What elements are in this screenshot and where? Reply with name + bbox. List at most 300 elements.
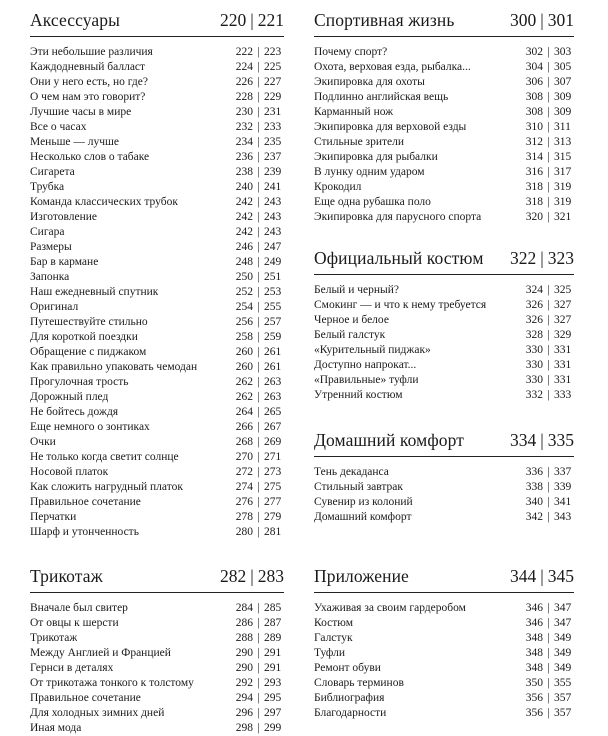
entry-page-right: 269 [264, 436, 282, 448]
entry-pages [523, 105, 574, 120]
entry-pages [523, 135, 574, 150]
entry-page-right: 225 [264, 61, 282, 73]
entry-page-left: 242 [235, 211, 253, 223]
page-separator: | [257, 496, 260, 508]
section-header [314, 428, 574, 457]
entry-page-left: 318 [525, 196, 543, 208]
toc-entry [30, 435, 284, 450]
section-knitwear [30, 564, 284, 736]
entry-page-right: 267 [264, 421, 282, 433]
page-separator: | [257, 662, 260, 674]
entry-title: Галстук [314, 632, 353, 644]
entry-page-left: 302 [525, 46, 543, 58]
page-separator: | [547, 76, 550, 88]
entry-pages [233, 345, 284, 360]
entry-pages [233, 390, 284, 405]
entry-pages [233, 721, 284, 736]
entry-page-left: 242 [235, 226, 253, 238]
entry-pages [523, 631, 574, 646]
entry-page-left: 316 [525, 166, 543, 178]
entry-pages [233, 135, 284, 150]
entry-page-right: 329 [554, 329, 572, 341]
toc-entry [314, 75, 574, 90]
entry-pages [233, 420, 284, 435]
entry-pages [233, 601, 284, 616]
toc-entry [314, 195, 574, 210]
entry-page-left: 320 [525, 211, 543, 223]
entry-pages [233, 706, 284, 721]
entry-page-left: 232 [235, 121, 253, 133]
entry-list [314, 601, 574, 721]
toc-entry [30, 60, 284, 75]
entry-pages [233, 180, 284, 195]
page-separator: | [547, 91, 550, 103]
page-separator: | [257, 61, 260, 73]
section-header [30, 564, 284, 593]
entry-page-right: 331 [554, 374, 572, 386]
entry-page-right: 231 [264, 106, 282, 118]
entry-title: Еще одна рубашка поло [314, 196, 431, 208]
entry-page-right: 339 [554, 481, 572, 493]
entry-title: Иная мода [30, 722, 82, 734]
entry-pages [233, 75, 284, 90]
entry-page-left: 280 [235, 526, 253, 538]
page-separator: | [547, 389, 550, 401]
entry-pages [233, 240, 284, 255]
entry-title: Почему спорт? [314, 46, 388, 58]
page-separator: | [547, 181, 550, 193]
section-pages: 344 | 345 [509, 566, 574, 586]
entry-page-right: 347 [554, 602, 572, 614]
page-separator: | [547, 359, 550, 371]
entry-title: Несколько слов о табаке [30, 151, 150, 163]
entry-pages [523, 90, 574, 105]
entry-pages [233, 195, 284, 210]
entry-page-left: 272 [235, 466, 253, 478]
toc-entry [30, 450, 284, 465]
entry-title: Доступно напрокат... [314, 359, 417, 371]
entry-title: Правильное сочетание [30, 692, 141, 704]
toc-entry [314, 180, 574, 195]
page-separator: | [257, 91, 260, 103]
toc-entry [30, 180, 284, 195]
section-sport-life [314, 8, 574, 225]
page-separator: | [257, 196, 260, 208]
toc-entry [30, 360, 284, 375]
entry-pages [233, 285, 284, 300]
entry-page-left: 266 [235, 421, 253, 433]
toc-entry [30, 661, 284, 676]
toc-entry [314, 45, 574, 60]
entry-pages [523, 195, 574, 210]
page-separator: | [547, 299, 550, 311]
page-separator: | [257, 151, 260, 163]
toc-entry [314, 210, 574, 225]
page-separator: | [257, 331, 260, 343]
entry-title: Как сложить нагрудный платок [30, 481, 183, 493]
section-title: Приложение [314, 566, 409, 586]
page-separator: | [257, 301, 260, 313]
section-header [314, 564, 574, 593]
entry-title: Экипировка для верховой езды [314, 121, 467, 133]
page-separator: | [257, 602, 260, 614]
entry-page-right: 259 [264, 331, 282, 343]
toc-entry [30, 210, 284, 225]
entry-page-right: 349 [554, 647, 572, 659]
entry-page-right: 327 [554, 314, 572, 326]
entry-page-right: 303 [554, 46, 572, 58]
entry-list [30, 601, 284, 736]
entry-page-right: 313 [554, 136, 572, 148]
section-title: Спортивная жизнь [314, 10, 455, 30]
entry-title: Словарь терминов [314, 677, 404, 689]
page-separator: | [257, 166, 260, 178]
entry-page-right: 279 [264, 511, 282, 523]
entry-page-left: 254 [235, 301, 253, 313]
entry-page-left: 260 [235, 361, 253, 373]
toc-entry [314, 120, 574, 135]
entry-title: Охота, верховая езда, рыбалка... [314, 61, 471, 73]
entry-page-left: 346 [525, 602, 543, 614]
toc-entry [30, 225, 284, 240]
entry-pages [523, 465, 574, 480]
entry-pages [233, 495, 284, 510]
page-separator: | [547, 662, 550, 674]
entry-title: Носовой платок [30, 466, 109, 478]
entry-page-right: 319 [554, 181, 572, 193]
entry-page-right: 261 [264, 346, 282, 358]
entry-page-left: 338 [525, 481, 543, 493]
toc-entry [30, 691, 284, 706]
toc-entry [314, 165, 574, 180]
toc-entry [30, 120, 284, 135]
toc-entry [30, 420, 284, 435]
page-separator: | [547, 46, 550, 58]
entry-title: Как правильно упаковать чемодан [30, 361, 198, 373]
entry-title: Туфли [314, 647, 345, 659]
toc-entry [30, 375, 284, 390]
entry-page-left: 330 [525, 374, 543, 386]
entry-page-left: 274 [235, 481, 253, 493]
entry-page-right: 349 [554, 632, 572, 644]
page-separator: | [547, 106, 550, 118]
entry-list [314, 465, 574, 525]
entry-page-left: 288 [235, 632, 253, 644]
entry-pages [233, 405, 284, 420]
toc-entry [314, 105, 574, 120]
toc-entry [30, 135, 284, 150]
entry-page-left: 348 [525, 632, 543, 644]
entry-page-right: 295 [264, 692, 282, 704]
entry-title: Стильные зрители [314, 136, 405, 148]
entry-pages [233, 105, 284, 120]
page-separator: | [257, 346, 260, 358]
entry-pages [523, 373, 574, 388]
entry-pages [233, 375, 284, 390]
toc-entry [314, 616, 574, 631]
toc-entry [314, 373, 574, 388]
page-separator: | [547, 344, 550, 356]
entry-title: Запонка [30, 271, 70, 283]
entry-title: Не только когда светит солнце [30, 451, 179, 463]
entry-page-left: 308 [525, 106, 543, 118]
entry-page-left: 328 [525, 329, 543, 341]
entry-pages [233, 616, 284, 631]
entry-title: Тень декаданса [314, 466, 389, 478]
entry-pages [523, 510, 574, 525]
toc-entry [30, 315, 284, 330]
entry-pages [233, 300, 284, 315]
entry-page-left: 336 [525, 466, 543, 478]
entry-page-right: 343 [554, 511, 572, 523]
entry-title: Домашний комфорт [314, 511, 412, 523]
entry-title: Эти небольшие различия [30, 46, 153, 58]
entry-pages [233, 330, 284, 345]
entry-page-left: 278 [235, 511, 253, 523]
entry-title: Прогулочная трость [30, 376, 129, 388]
entry-page-right: 309 [554, 91, 572, 103]
toc-entry [314, 343, 574, 358]
page-separator: | [547, 121, 550, 133]
toc-entry [30, 510, 284, 525]
entry-title: Шарф и утонченность [30, 526, 139, 538]
toc-entry [314, 661, 574, 676]
entry-page-right: 255 [264, 301, 282, 313]
entry-title: Дорожный плед [30, 391, 109, 403]
entry-pages [233, 525, 284, 540]
entry-page-right: 277 [264, 496, 282, 508]
entry-title: Меньше — лучше [30, 136, 120, 148]
page-separator: | [257, 241, 260, 253]
entry-title: Стильный завтрак [314, 481, 403, 493]
toc-entry [30, 601, 284, 616]
entry-pages [523, 75, 574, 90]
page-separator: | [257, 316, 260, 328]
entry-page-right: 357 [554, 692, 572, 704]
entry-page-right: 337 [554, 466, 572, 478]
page-separator: | [547, 211, 550, 223]
entry-title: Правильное сочетание [30, 496, 141, 508]
section-pages: 220 | 221 [219, 10, 284, 30]
entry-pages [523, 646, 574, 661]
toc-entry [314, 135, 574, 150]
page-separator: | [547, 692, 550, 704]
entry-title: Оригинал [30, 301, 79, 313]
page-separator: | [257, 617, 260, 629]
page-separator: | [257, 707, 260, 719]
entry-pages [233, 270, 284, 285]
section-formal-suit [314, 246, 574, 403]
page-separator: | [547, 61, 550, 73]
entry-page-right: 325 [554, 284, 572, 296]
entry-pages [233, 150, 284, 165]
entry-list [30, 45, 284, 540]
entry-title: Смокинг — и что к нему требуется [314, 299, 487, 311]
page-separator: | [547, 314, 550, 326]
entry-title: Благодарности [314, 707, 387, 719]
entry-title: Лучшие часы в мире [30, 106, 132, 118]
entry-page-left: 240 [235, 181, 253, 193]
entry-pages [523, 616, 574, 631]
page-separator: | [257, 511, 260, 523]
entry-title: Перчатки [30, 511, 77, 523]
entry-page-right: 257 [264, 316, 282, 328]
section-header [30, 8, 284, 37]
entry-pages [233, 480, 284, 495]
toc-entry [30, 240, 284, 255]
section-title: Официальный костюм [314, 248, 484, 268]
page-separator: | [257, 647, 260, 659]
entry-page-left: 224 [235, 61, 253, 73]
entry-pages [233, 435, 284, 450]
entry-page-right: 235 [264, 136, 282, 148]
entry-list [314, 45, 574, 225]
entry-page-left: 348 [525, 662, 543, 674]
toc-entry [30, 706, 284, 721]
page-separator: | [257, 136, 260, 148]
entry-pages [523, 165, 574, 180]
entry-page-left: 340 [525, 496, 543, 508]
toc-entry [30, 390, 284, 405]
entry-page-right: 263 [264, 376, 282, 388]
entry-page-right: 243 [264, 226, 282, 238]
entry-pages [233, 90, 284, 105]
entry-pages [233, 691, 284, 706]
entry-title: Карманный нож [314, 106, 394, 118]
entry-pages [233, 45, 284, 60]
entry-page-left: 298 [235, 722, 253, 734]
entry-title: Для короткой поездки [30, 331, 138, 343]
entry-page-left: 292 [235, 677, 253, 689]
entry-pages [523, 120, 574, 135]
toc-entry [30, 255, 284, 270]
page-separator: | [257, 421, 260, 433]
entry-pages [523, 601, 574, 616]
section-pages: 300 | 301 [509, 10, 574, 30]
entry-page-right: 317 [554, 166, 572, 178]
entry-page-left: 304 [525, 61, 543, 73]
entry-page-left: 242 [235, 196, 253, 208]
toc-entry [314, 465, 574, 480]
toc-entry [30, 150, 284, 165]
entry-pages [233, 120, 284, 135]
entry-page-left: 306 [525, 76, 543, 88]
section-title: Трикотаж [30, 566, 103, 586]
page-separator: | [547, 707, 550, 719]
entry-title: Черное и белое [314, 314, 389, 326]
toc-entry [314, 691, 574, 706]
page-separator: | [257, 106, 260, 118]
entry-pages [523, 388, 574, 403]
entry-pages [523, 691, 574, 706]
entry-title: Трикотаж [30, 632, 78, 644]
toc-entry [314, 298, 574, 313]
page-separator: | [547, 136, 550, 148]
entry-title: Между Англией и Францией [30, 647, 171, 659]
toc-entry [30, 300, 284, 315]
toc-entry [30, 631, 284, 646]
toc-entry [314, 631, 574, 646]
entry-page-left: 308 [525, 91, 543, 103]
entry-page-right: 355 [554, 677, 572, 689]
entry-pages [523, 150, 574, 165]
page-separator: | [257, 436, 260, 448]
entry-page-left: 260 [235, 346, 253, 358]
entry-page-right: 247 [264, 241, 282, 253]
toc-entry [30, 646, 284, 661]
entry-title: Гернси в деталях [30, 662, 114, 674]
entry-page-left: 228 [235, 91, 253, 103]
entry-title: Наш ежедневный спутник [30, 286, 159, 298]
entry-title: Еще немного о зонтиках [30, 421, 150, 433]
toc-entry [314, 313, 574, 328]
entry-page-right: 305 [554, 61, 572, 73]
entry-title: Экипировка для рыбалки [314, 151, 438, 163]
entry-page-right: 291 [264, 647, 282, 659]
entry-page-left: 356 [525, 692, 543, 704]
entry-list [314, 283, 574, 403]
entry-page-left: 310 [525, 121, 543, 133]
toc-entry [314, 60, 574, 75]
entry-title: Ухаживая за своим гардеробом [314, 602, 466, 614]
entry-page-right: 333 [554, 389, 572, 401]
entry-page-left: 268 [235, 436, 253, 448]
section-header [314, 246, 574, 275]
entry-pages [233, 510, 284, 525]
page-separator: | [257, 361, 260, 373]
entry-page-right: 237 [264, 151, 282, 163]
page-separator: | [547, 329, 550, 341]
entry-title: Белый и черный? [314, 284, 400, 296]
entry-title: Подлинно английская вещь [314, 91, 449, 103]
entry-title: Бар в кармане [30, 256, 99, 268]
entry-pages [523, 358, 574, 373]
entry-pages [523, 210, 574, 225]
page-separator: | [547, 374, 550, 386]
page-separator: | [257, 226, 260, 238]
entry-page-right: 321 [554, 211, 572, 223]
toc-entry [30, 45, 284, 60]
section-pages: 334 | 335 [509, 430, 574, 450]
entry-page-left: 230 [235, 106, 253, 118]
page-separator: | [257, 526, 260, 538]
entry-page-left: 250 [235, 271, 253, 283]
entry-page-left: 226 [235, 76, 253, 88]
page-separator: | [547, 511, 550, 523]
entry-pages [233, 165, 284, 180]
page-separator: | [257, 46, 260, 58]
page-separator: | [257, 391, 260, 403]
entry-page-right: 229 [264, 91, 282, 103]
toc-entry [314, 676, 574, 691]
page-separator: | [257, 211, 260, 223]
entry-page-left: 252 [235, 286, 253, 298]
entry-page-right: 311 [554, 121, 571, 133]
entry-pages [523, 45, 574, 60]
toc-entry [314, 150, 574, 165]
entry-page-left: 290 [235, 662, 253, 674]
toc-entry [314, 283, 574, 298]
entry-title: Вначале был свитер [30, 602, 128, 614]
toc-entry [30, 270, 284, 285]
entry-pages [233, 225, 284, 240]
toc-entry [314, 328, 574, 343]
page-separator: | [257, 256, 260, 268]
toc-entry [30, 616, 284, 631]
toc-entry [30, 195, 284, 210]
entry-pages [233, 465, 284, 480]
entry-title: Сигарета [30, 166, 75, 178]
